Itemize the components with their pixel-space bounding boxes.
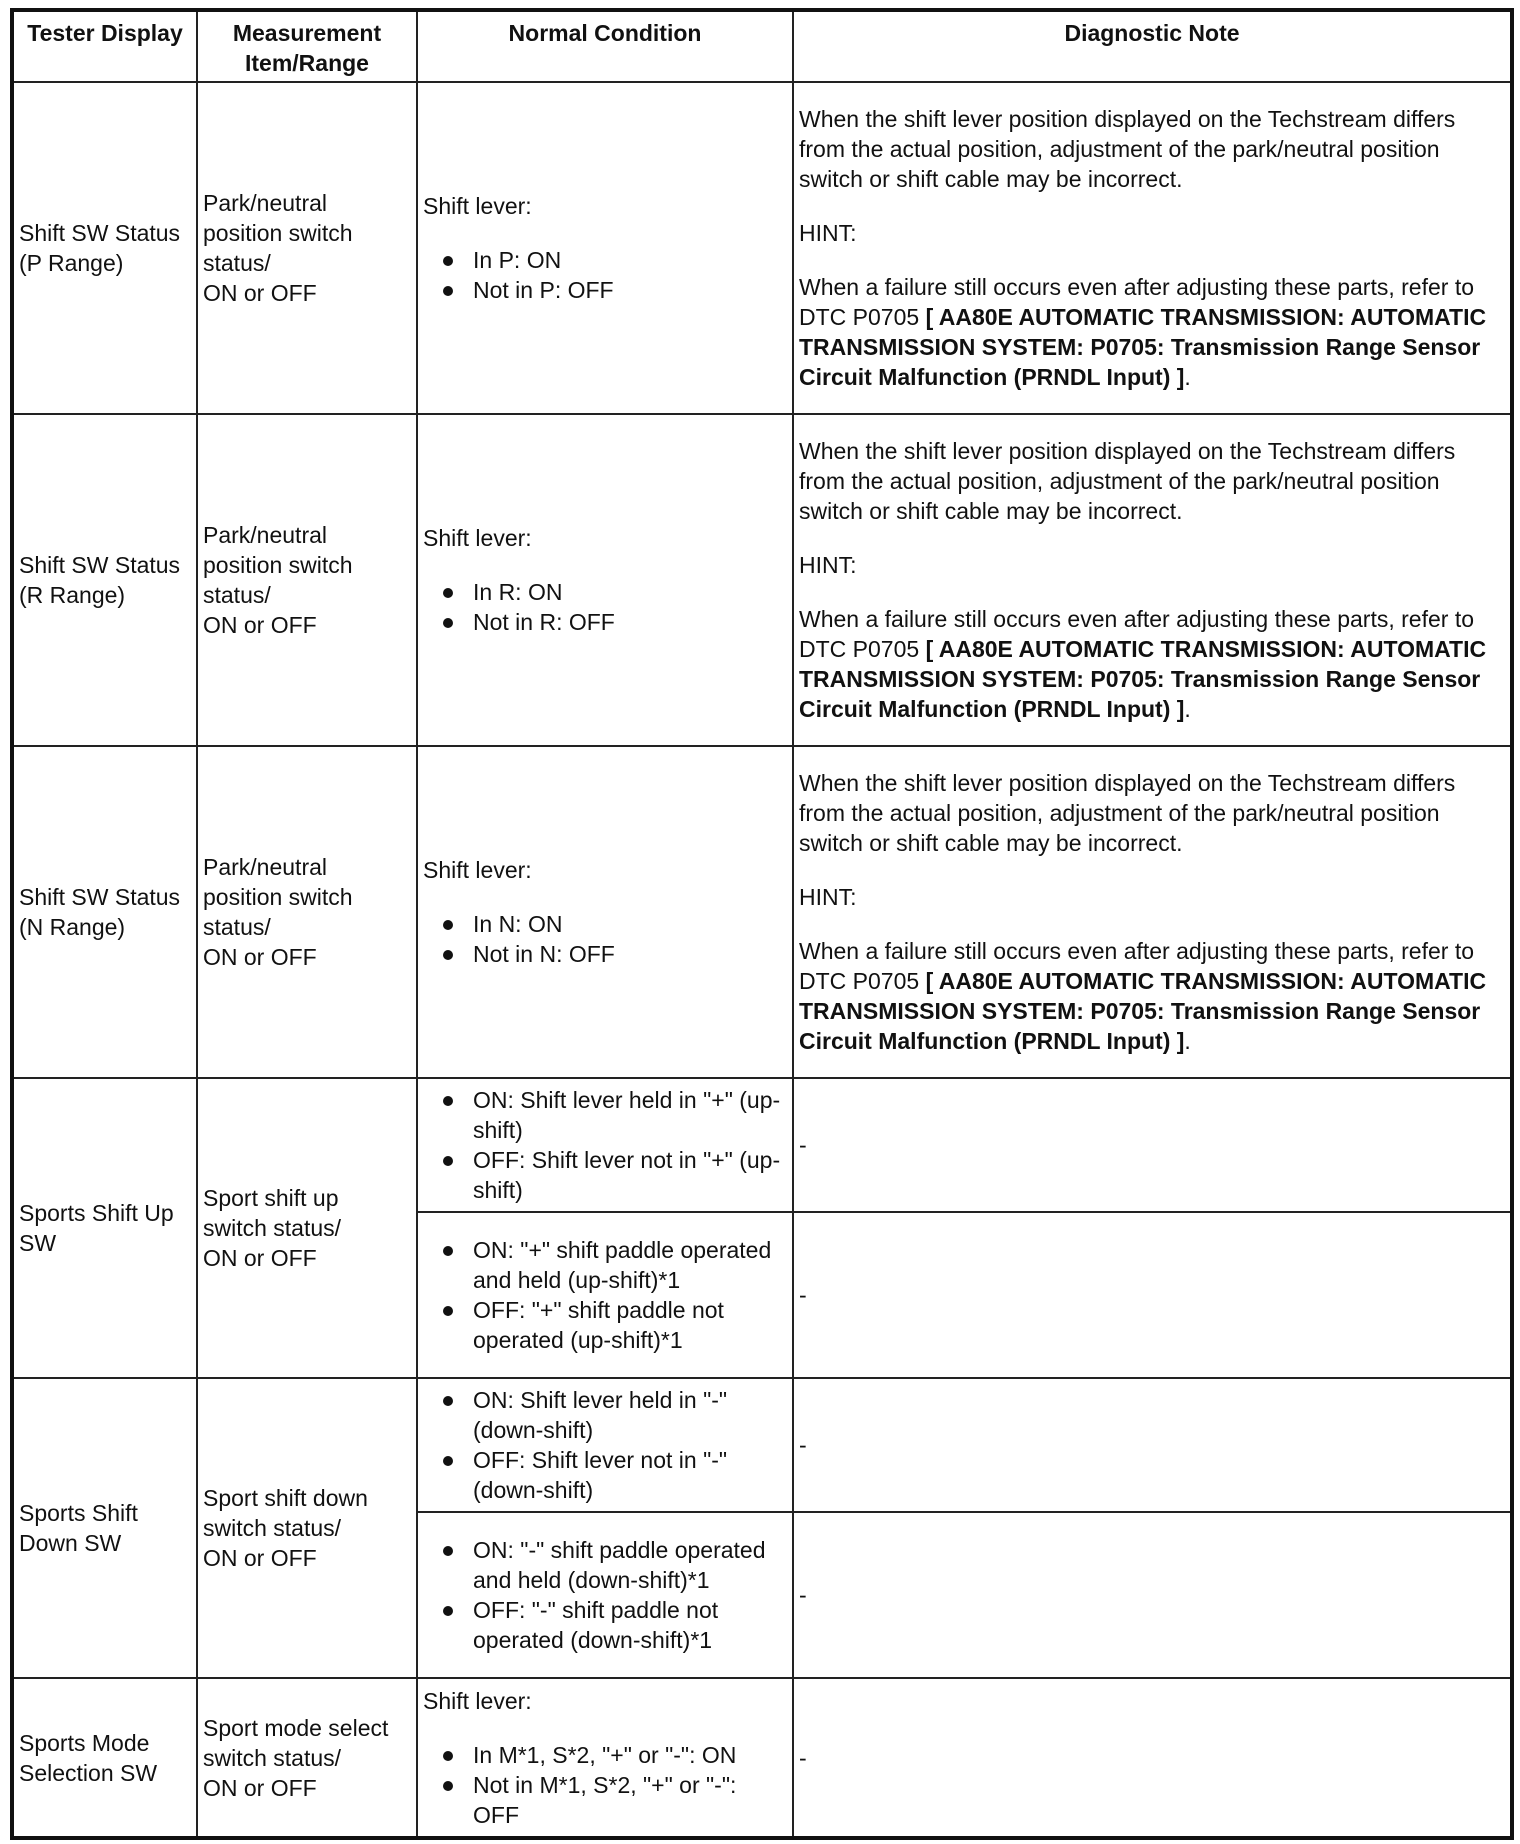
measurement-line: position switch	[203, 220, 353, 246]
measurement-cell	[197, 746, 417, 1078]
list-item: ON: Shift lever held in "-" (down-shift)	[423, 1385, 787, 1445]
diagnostic-note-cell: -	[793, 1678, 1512, 1838]
header-measurement-line1: Measurement	[232, 20, 382, 46]
header-measurement-item	[197, 10, 417, 82]
measurement-line: ON or OFF	[203, 944, 317, 970]
list-item: OFF: Shift lever not in "-" (down-shift)	[423, 1445, 787, 1505]
dtc-p0705-link[interactable]: [ AA80E AUTOMATIC TRANSMISSION: AUTOMATIC TRANSMISSION SYSTEM: P0705: Transmission Range Sensor Circuit Malfunction (PRNDL Input) ]	[799, 304, 1487, 390]
bullet-icon	[443, 618, 453, 628]
table-header-row	[12, 10, 1512, 82]
list-item: ON: "+" shift paddle operated and held (up-shift)*1	[423, 1235, 787, 1295]
tester-display-cell: Sports Mode Selection SW	[12, 1678, 197, 1838]
measurement-line: ON or OFF	[203, 1774, 317, 1801]
note-intro: When the shift lever position displayed on the Techstream differs from the actual position, adjustment of the park/neutral position switch or shift cable may be incorrect.	[799, 438, 1456, 524]
condition-list	[423, 1535, 787, 1655]
measurement-line: status/	[203, 250, 271, 276]
bullet-icon	[443, 950, 453, 960]
table-row	[12, 746, 1512, 1078]
diagnostic-note-cell	[793, 82, 1512, 414]
hint-label: HINT:	[799, 552, 857, 578]
measurement-line: status/	[203, 914, 271, 940]
condition-list	[423, 1740, 787, 1830]
diagnostic-note-cell	[793, 746, 1512, 1078]
data-list-table	[10, 8, 1514, 1840]
list-item: Not in R: OFF	[423, 607, 787, 637]
bullet-icon	[443, 286, 453, 296]
diagnostic-note-cell: -	[793, 1512, 1512, 1678]
diagnostic-page	[10, 8, 1510, 1836]
shift-lever-label: Shift lever:	[423, 525, 532, 551]
measurement-line: ON or OFF	[203, 1245, 317, 1271]
dtc-p0705-link[interactable]: [ AA80E AUTOMATIC TRANSMISSION: AUTOMATIC TRANSMISSION SYSTEM: P0705: Transmission Range Sensor Circuit Malfunction (PRNDL Input) ]	[799, 636, 1487, 722]
hint-label: HINT:	[799, 884, 857, 910]
table-row	[12, 1378, 1512, 1512]
normal-condition-cell	[417, 1678, 793, 1838]
normal-condition-cell	[417, 82, 793, 414]
measurement-line: Park/neutral	[203, 190, 328, 216]
shift-lever-label: Shift lever:	[423, 857, 532, 883]
tester-display-cell: Shift SW Status (N Range)	[12, 746, 197, 1078]
measurement-cell	[197, 1378, 417, 1678]
list-item: In R: ON	[423, 577, 787, 607]
bullet-icon	[443, 1096, 453, 1106]
bullet-icon	[443, 1306, 453, 1316]
measurement-line: position switch	[203, 884, 353, 910]
condition-list	[423, 1085, 787, 1205]
hint-label: HINT:	[799, 220, 857, 246]
measurement-line: switch status/	[203, 1215, 342, 1241]
list-item: ON: "-" shift paddle operated and held (down-shift)*1	[423, 1535, 787, 1595]
measurement-line: ON or OFF	[203, 1545, 317, 1571]
header-normal-condition: Normal Condition	[417, 10, 793, 82]
dtc-p0705-link[interactable]: [ AA80E AUTOMATIC TRANSMISSION: AUTOMATIC TRANSMISSION SYSTEM: P0705: Transmission Range Sensor Circuit Malfunction (PRNDL Input) ]	[799, 968, 1487, 1054]
measurement-cell	[197, 1078, 417, 1378]
table-row	[12, 1078, 1512, 1212]
note-reference: When a failure still occurs even after adjusting these parts, refer to DTC P0705 [ AA80E AUTOMATIC TRANSMISSION: AUTOMATIC TRANSMISSION SYSTEM: P0705: Transmission Range Sensor Circuit Malfunction (PRNDL Input) ].	[799, 274, 1487, 390]
bullet-icon	[443, 256, 453, 266]
header-tester-display: Tester Display	[12, 10, 197, 82]
shift-lever-label: Shift lever:	[423, 1687, 532, 1714]
tester-display-cell: Shift SW Status (P Range)	[12, 82, 197, 414]
list-item: Not in M*1, S*2, "+" or "-": OFF	[423, 1770, 787, 1830]
condition-list	[423, 577, 787, 637]
list-item: OFF: "+" shift paddle not operated (up-shift)*1	[423, 1295, 787, 1355]
header-diagnostic-note: Diagnostic Note	[793, 10, 1512, 82]
bullet-icon	[443, 1396, 453, 1406]
measurement-line: Park/neutral	[203, 854, 328, 880]
measurement-line: ON or OFF	[203, 612, 317, 638]
table-row	[12, 82, 1512, 414]
header-measurement-line2: Item/Range	[245, 50, 369, 76]
measurement-line: Sport mode select	[203, 1714, 389, 1741]
measurement-line: switch status/	[203, 1515, 342, 1541]
note-intro: When the shift lever position displayed on the Techstream differs from the actual position, adjustment of the park/neutral position switch or shift cable may be incorrect.	[799, 106, 1456, 192]
list-item: Not in N: OFF	[423, 939, 787, 969]
bullet-icon	[443, 1751, 453, 1761]
bullet-icon	[443, 1156, 453, 1166]
normal-condition-cell	[417, 1078, 793, 1212]
diagnostic-note-cell: -	[793, 1378, 1512, 1512]
bullet-icon	[443, 588, 453, 598]
normal-condition-cell	[417, 1212, 793, 1378]
measurement-cell	[197, 414, 417, 746]
normal-condition-cell	[417, 1512, 793, 1678]
list-item: In N: ON	[423, 909, 787, 939]
bullet-icon	[443, 1456, 453, 1466]
table-row	[12, 414, 1512, 746]
list-item: OFF: "-" shift paddle not operated (down-shift)*1	[423, 1595, 787, 1655]
condition-list	[423, 1385, 787, 1505]
diagnostic-note-cell	[793, 414, 1512, 746]
diagnostic-note-cell: -	[793, 1212, 1512, 1378]
condition-list	[423, 909, 787, 969]
condition-list	[423, 245, 787, 305]
measurement-cell	[197, 1678, 417, 1838]
list-item: In M*1, S*2, "+" or "-": ON	[423, 1740, 787, 1770]
measurement-line: status/	[203, 582, 271, 608]
tester-display-cell: Sports Shift Up SW	[12, 1078, 197, 1378]
shift-lever-label: Shift lever:	[423, 193, 532, 219]
measurement-line: ON or OFF	[203, 280, 317, 306]
measurement-line: position switch	[203, 552, 353, 578]
note-intro: When the shift lever position displayed on the Techstream differs from the actual position, adjustment of the park/neutral position switch or shift cable may be incorrect.	[799, 770, 1456, 856]
table-row	[12, 1678, 1512, 1838]
bullet-icon	[443, 1246, 453, 1256]
measurement-line: Park/neutral	[203, 522, 328, 548]
list-item: In P: ON	[423, 245, 787, 275]
normal-condition-cell	[417, 746, 793, 1078]
bullet-icon	[443, 1546, 453, 1556]
list-item: Not in P: OFF	[423, 275, 787, 305]
tester-display-cell: Sports Shift Down SW	[12, 1378, 197, 1678]
diagnostic-note-cell: -	[793, 1078, 1512, 1212]
condition-list	[423, 1235, 787, 1355]
measurement-line: Sport shift down	[203, 1485, 368, 1511]
normal-condition-cell	[417, 414, 793, 746]
bullet-icon	[443, 1606, 453, 1616]
note-reference: When a failure still occurs even after adjusting these parts, refer to DTC P0705 [ AA80E AUTOMATIC TRANSMISSION: AUTOMATIC TRANSMISSION SYSTEM: P0705: Transmission Range Sensor Circuit Malfunction (PRNDL Input) ].	[799, 938, 1487, 1054]
list-item: OFF: Shift lever not in "+" (up-shift)	[423, 1145, 787, 1205]
note-reference: When a failure still occurs even after adjusting these parts, refer to DTC P0705 [ AA80E AUTOMATIC TRANSMISSION: AUTOMATIC TRANSMISSION SYSTEM: P0705: Transmission Range Sensor Circuit Malfunction (PRNDL Input) ].	[799, 606, 1487, 722]
measurement-cell	[197, 82, 417, 414]
measurement-line: switch status/	[203, 1744, 342, 1771]
measurement-line: Sport shift up	[203, 1185, 339, 1211]
list-item: ON: Shift lever held in "+" (up-shift)	[423, 1085, 787, 1145]
normal-condition-cell	[417, 1378, 793, 1512]
bullet-icon	[443, 920, 453, 930]
bullet-icon	[443, 1781, 453, 1791]
tester-display-cell: Shift SW Status (R Range)	[12, 414, 197, 746]
